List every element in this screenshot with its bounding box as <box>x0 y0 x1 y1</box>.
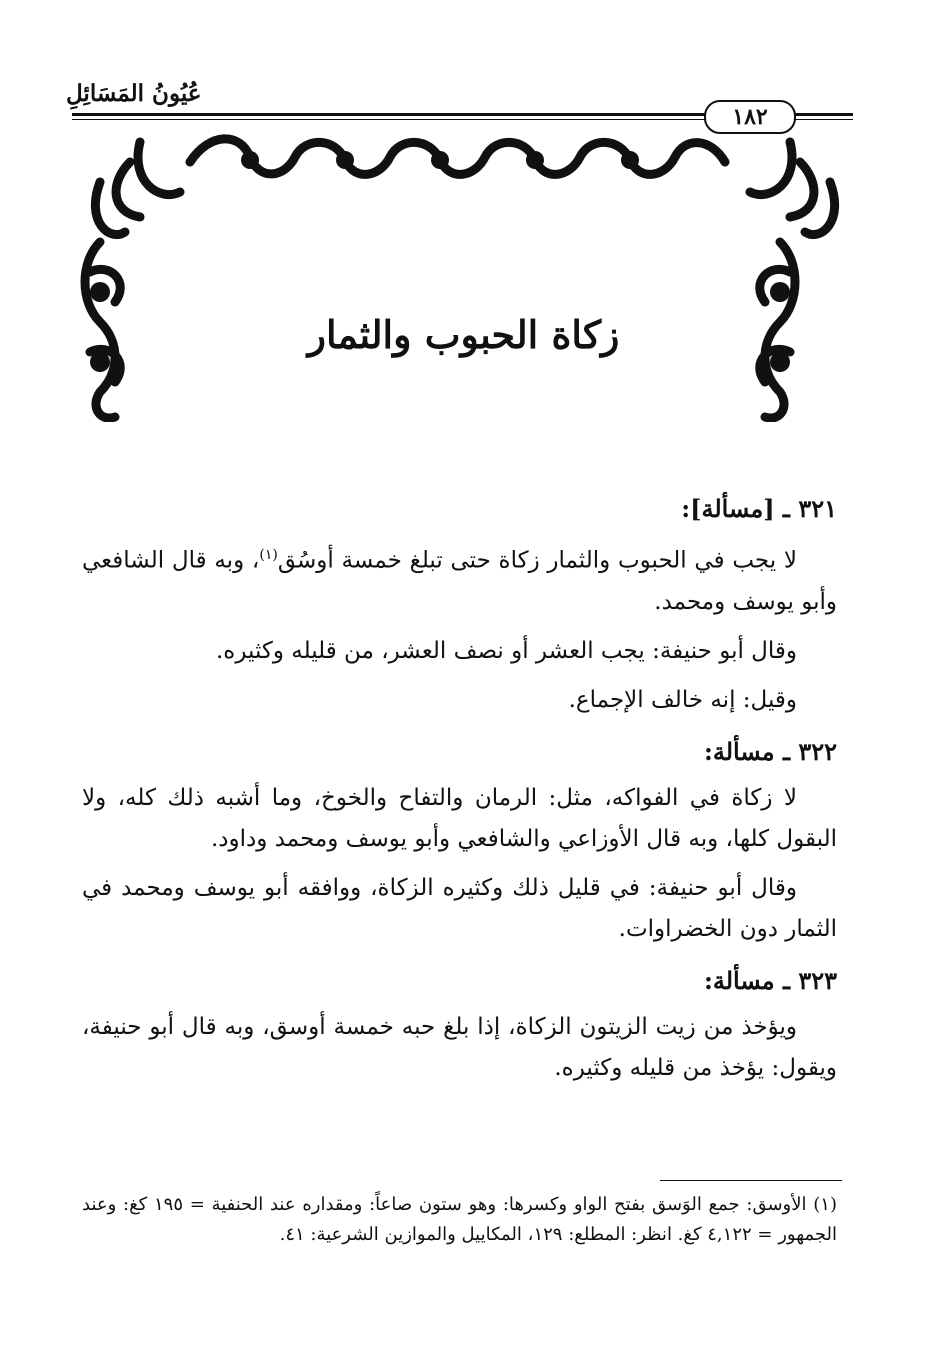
footnote-separator <box>660 1180 842 1181</box>
chapter-title: زكاة الحبوب والثمار <box>307 312 620 357</box>
footnotes <box>82 1190 837 1250</box>
footnote: (١) الأوسق: جمع الوَسق بفتح الواو وكسرها: وهو ستون صاعاً: ومقداره عند الحنفية = ١٩٥ كغ: وعند الجمهور = ٤,١٢٢ كغ. انظر: المطلع: ١٢٩، المكاييل والموازين الشرعية: ٤١. <box>82 1194 837 1245</box>
main-text <box>82 478 837 1089</box>
issue-heading: ٣٢٢ ـ مسألة: <box>703 736 837 766</box>
paragraph: وقال أبو حنيفة: في قليل ذلك وكثيره الزكاة، ووافقه أبو يوسف ومحمد في الثمار دون الخضراوات. <box>82 874 837 942</box>
issue-heading: ٣٢٣ ـ مسألة: <box>703 965 837 995</box>
page-number: ١٨٢ <box>704 100 796 134</box>
issue-heading: ٣٢١ ـ [مسألة]: <box>681 494 837 523</box>
chapter-ornament-frame <box>70 122 860 422</box>
paragraph: وقال أبو حنيفة: يجب العشر أو نصف العشر، من قليله وكثيره. <box>215 637 797 664</box>
paragraph: لا يجب في الحبوب والثمار زكاة حتى تبلغ خمسة أوسُق$^{(١)}$، وبه قال الشافعي وأبو يوسف ومحمد. <box>82 547 837 615</box>
book-title: عُيُونُ المَسَائِلِ <box>66 80 202 107</box>
footnote-marker: (١) <box>813 1194 837 1215</box>
paragraph: وقيل: إنه خالف الإجماع. <box>568 686 797 713</box>
paragraph: لا زكاة في الفواكه، مثل: الرمان والتفاح والخوخ، وما أشبه ذلك كله، ولا البقول كلها، وبه قال الأوزاعي والشافعي وأبو يوسف ومحمد وداود. <box>82 784 837 852</box>
footnote-marker: (١) <box>259 547 278 563</box>
paragraph: ويؤخذ من زيت الزيتون الزكاة، إذا بلغ حبه خمسة أوسق، وبه قال أبو حنيفة، ويقول: يؤخذ من قليله وكثيره. <box>82 1013 837 1081</box>
